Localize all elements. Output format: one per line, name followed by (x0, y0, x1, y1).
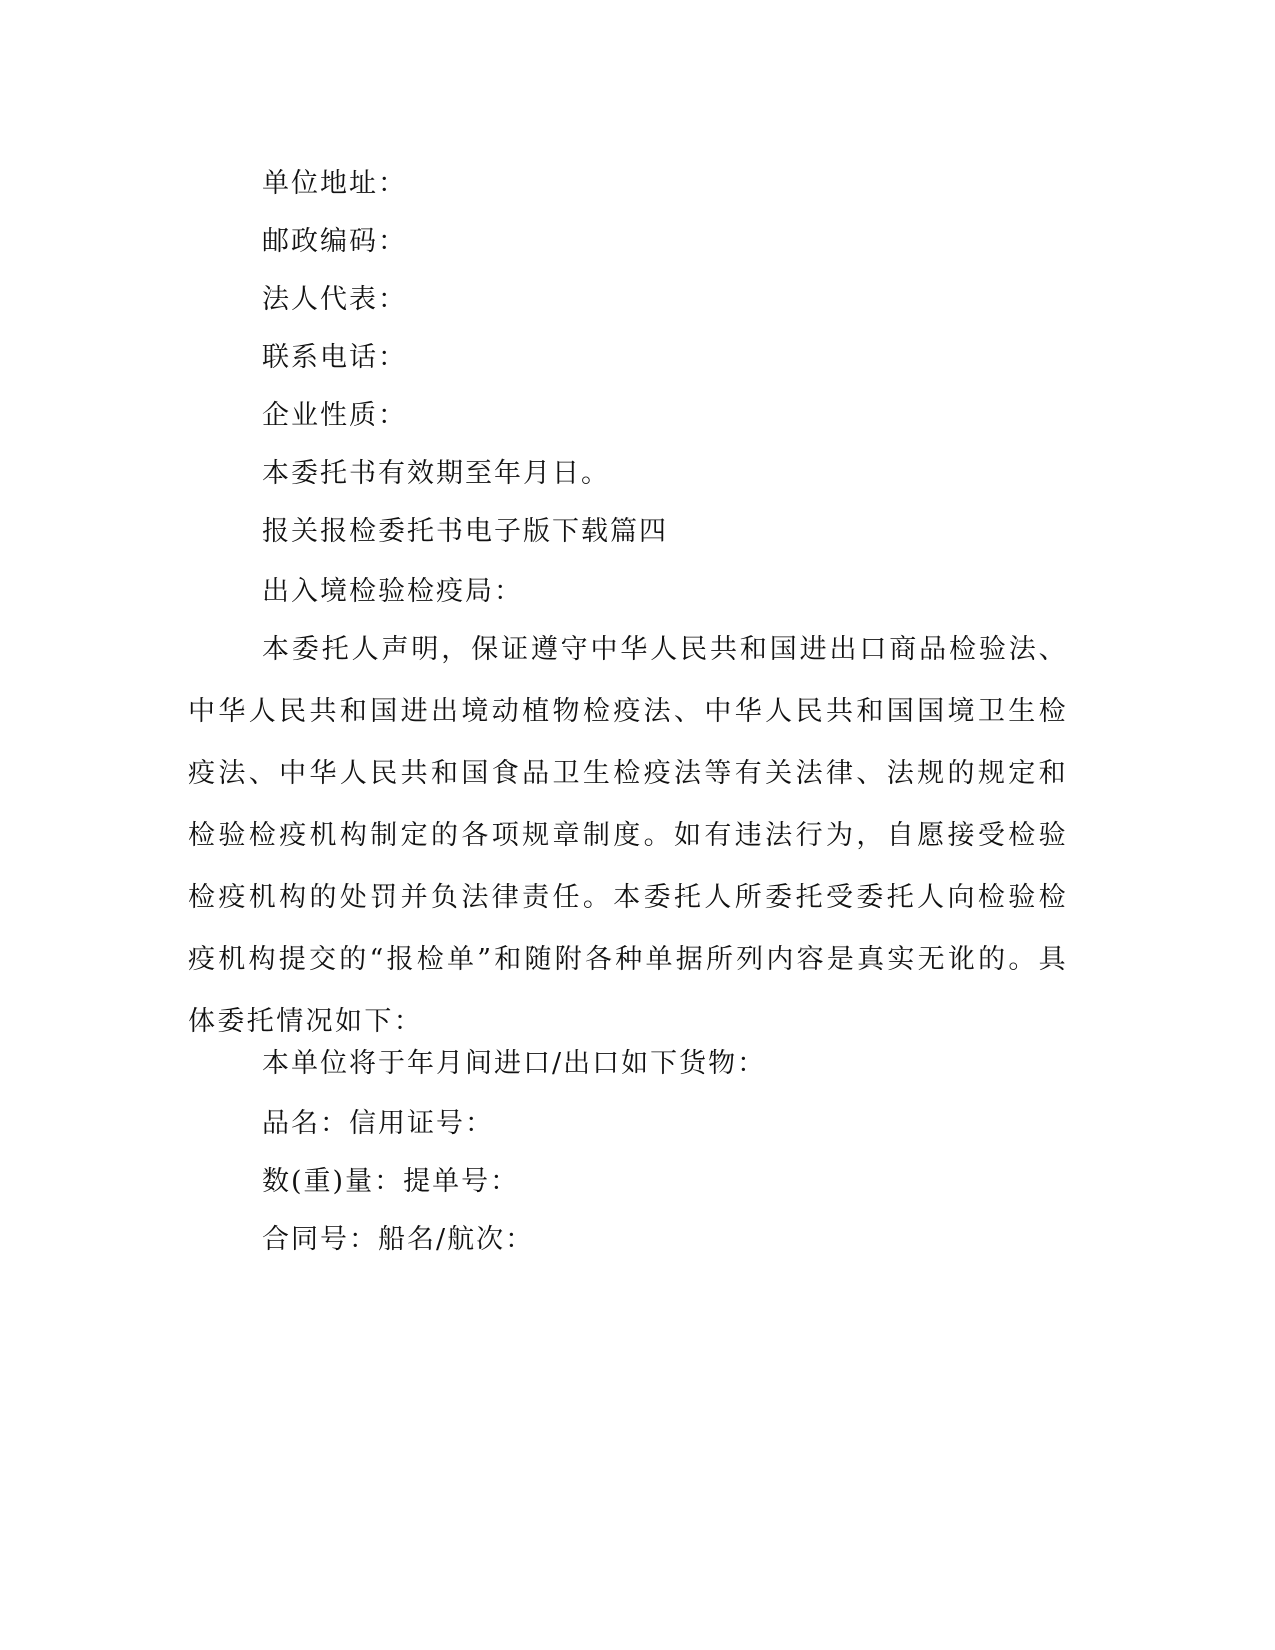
quantity-bl-line: 数(重)量：提单号： (262, 1166, 520, 1197)
unit-address-label: 单位地址： (262, 168, 407, 199)
declaration-paragraph: 本委托人声明，保证遵守中华人民共和国进出口商品检验法、中华人民共和国进出境动植物检疫法、中华人民共和国国境卫生检疫法、中华人民共和国食品卫生检疫法等有关法律、法规的规定和检验检疫机构制定的各项规章制度。如有违法行为，自愿接受检验检疫机构的处罚并负法律责任。本委托人所委托受委托人向检验检疫机构提交的“报检单”和随附各种单据所列内容是真实无讹的。具体委托情况如下： (188, 634, 1068, 1037)
goods-intro-line: 本单位将于年月间进口/出口如下货物： (262, 1048, 767, 1079)
legal-representative-label: 法人代表： (262, 284, 407, 315)
enterprise-nature-label: 企业性质： (262, 400, 407, 431)
postal-code-label: 邮政编码： (262, 226, 407, 257)
validity-statement: 本委托书有效期至年月日。 (262, 458, 610, 489)
product-name-lc-line: 品名：信用证号： (262, 1108, 494, 1139)
contract-vessel-line: 合同号：船名/航次： (262, 1224, 535, 1255)
section-heading: 报关报检委托书电子版下载篇四 (262, 516, 668, 547)
contact-phone-label: 联系电话： (262, 342, 407, 373)
addressee-line: 出入境检验检疫局： (262, 576, 523, 607)
